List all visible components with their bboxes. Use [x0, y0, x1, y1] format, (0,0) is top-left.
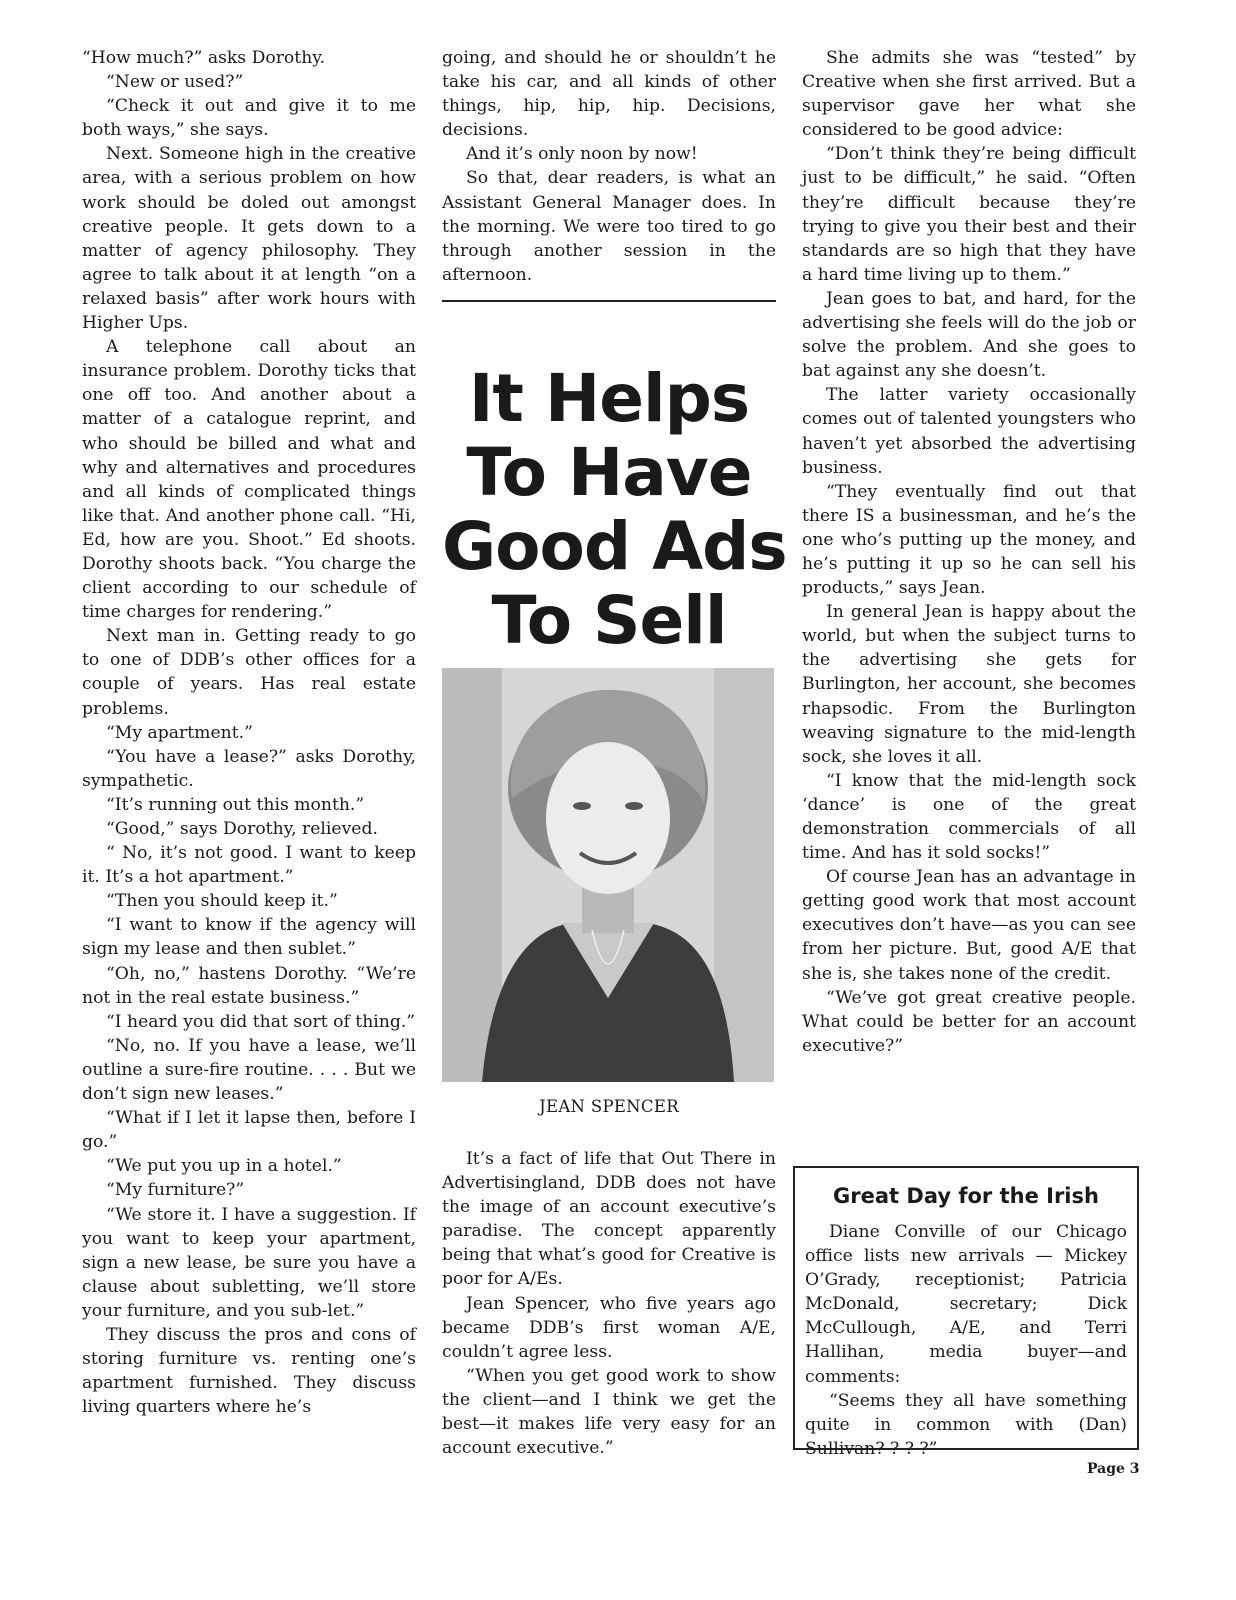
- headline-line: It Helps: [468, 360, 750, 437]
- headline-line: Good Ads: [442, 508, 787, 585]
- paragraph: “Check it out and give it to me both ways,” she says.: [82, 96, 416, 141]
- paragraph: “No, no. If you have a lease, we’ll outline a sure-fire routine. . . . But we don’t sign new leases.”: [82, 1035, 416, 1105]
- paragraph: “It’s running out this month.”: [106, 794, 365, 815]
- paragraph: “Good,” says Dorothy, relieved.: [106, 819, 378, 839]
- paragraph: “I heard you did that sort of thing.”: [106, 1011, 416, 1032]
- paragraph: “We put you up in a hotel.”: [106, 1156, 342, 1177]
- sidebar-title: Great Day for the Irish: [833, 1184, 1099, 1208]
- portrait-photo: [442, 668, 774, 1082]
- paragraph: So that, dear readers, is what an Assistant General Manager does. In the morning. We were too tired to go through another session in the afternoon.: [442, 168, 776, 285]
- paragraph: Next man in. Getting ready to go to one of DDB’s other offices for a couple of years. Has real estate problems.: [82, 626, 416, 719]
- paragraph: “ No, it’s not good. I want to keep it. It’s a hot apartment.”: [82, 843, 416, 888]
- paragraph: Next. Someone high in the creative area, with a serious problem on how work should be doled out amongst creative people. It gets down to a matter of agency philosophy. They agree to talk about it at length “on a relaxed basis” after work hours with Higher Ups.: [82, 144, 416, 334]
- article-column-right: [802, 46, 1136, 1058]
- paragraph: And it’s only noon by now!: [466, 144, 698, 165]
- paragraph: “Don’t think they’re being difficult just to be difficult,” he said. “Often they’re difficult because they’re trying to give you their best and their standards are so high that they have a hard time living up to them.”: [802, 144, 1136, 285]
- paragraph: Jean goes to bat, and hard, for the advertising she feels will do the job or solve the problem. And she goes to bat against any she doesn’t.: [802, 288, 1136, 382]
- paragraph: “I want to know if the agency will sign my lease and then sublet.”: [82, 915, 416, 960]
- paragraph: Jean Spencer, who five years ago became DDB’s first woman A/E, couldn’t agree less.: [442, 1293, 776, 1362]
- paragraph: “You have a lease?” asks Dorothy, sympathetic.: [82, 746, 416, 791]
- paragraph: “My furniture?”: [106, 1180, 245, 1201]
- paragraph: “How much?” asks Dorothy.: [82, 48, 326, 68]
- paragraph: “Then you should keep it.”: [106, 891, 338, 912]
- page-number: Page 3: [1087, 1461, 1140, 1477]
- paragraph: The latter variety occasionally comes out of talented youngsters who haven’t yet absorbed the advertising business.: [802, 385, 1136, 478]
- article-column-middle-bottom: [442, 1147, 776, 1460]
- paragraph: “My apartment.”: [106, 722, 253, 743]
- portrait-illustration: [442, 668, 774, 1082]
- headline-line: To Have: [466, 434, 752, 511]
- article-headline: [442, 360, 787, 659]
- paragraph: It’s a fact of life that Out There in Advertisingland, DDB does not have the image of an account executive’s paradise. The concept apparently being that what’s good for Creative is poor for A/Es.: [442, 1149, 776, 1290]
- paragraph: “They eventually find out that there IS a businessman, and he’s the one who’s putting up the money, and he’s putting it up so he can sell his products,” says Jean.: [802, 481, 1136, 599]
- paragraph: A telephone call about an insurance problem. Dorothy ticks that one off too. And another about a matter of a catalogue reprint, and who should be billed and what and why and alternatives and procedures and all kinds of complicated things like that. And another phone call. “Hi, Ed, how are you. Shoot.” Ed shoots. Dorothy shoots back. “You charge the client according to our schedule of time charges for rendering.”: [82, 337, 416, 623]
- paragraph: Of course Jean has an advantage in getting good work that most account executives don’t have—as you can see from her picture. But, good A/E that she is, she takes none of the credit.: [802, 867, 1136, 984]
- sidebar-box: [793, 1166, 1139, 1459]
- section-divider: [442, 300, 776, 302]
- paragraph: going, and should he or shouldn’t he take his car, and all kinds of other things, hip, hip, hip. Decisions, decisions.: [442, 48, 776, 141]
- paragraph: “Seems they all have something quite in common with (Dan) Sullivan? ? ? ?”: [805, 1390, 1127, 1459]
- paragraph: Diane Conville of our Chicago office lists new arrivals — Mickey O’Grady, receptionist; Patricia McDonald, secretary; Dick McCullough, A/E, and Terri Hallihan, media buyer—and comments:: [805, 1222, 1127, 1387]
- article-column-middle-top: [442, 46, 776, 287]
- paragraph: “When you get good work to show the client—and I think we get the best—it makes life very easy for an account executive.”: [442, 1365, 776, 1459]
- headline-line: To Sell: [491, 582, 727, 659]
- paragraph: “New or used?”: [106, 72, 244, 93]
- paragraph: “I know that the mid-length sock ‘dance’ is one of the great demonstration commercials of all time. And has it sold socks!”: [802, 770, 1136, 864]
- paragraph: “We’ve got great creative people. What could be better for an account executive?”: [802, 987, 1136, 1056]
- paragraph: She admits she was “tested” by Creative when she first arrived. But a supervisor gave her what she considered to be good advice:: [802, 48, 1136, 141]
- paragraph: “What if I let it lapse then, before I go.”: [82, 1108, 416, 1153]
- article-column-left: [82, 46, 416, 1419]
- paragraph: “We store it. I have a suggestion. If you want to keep your apartment, sign a new lease, be sure you have a clause about subletting, we’ll store your furniture, and you sub-let.”: [82, 1204, 416, 1321]
- paragraph: They discuss the pros and cons of storing furniture vs. renting one’s apartment furnished. They discuss living quarters where he’s: [82, 1324, 416, 1418]
- photo-caption: JEAN SPENCER: [539, 1097, 679, 1116]
- paragraph: “Oh, no,” hastens Dorothy. “We’re not in the real estate business.”: [82, 963, 416, 1008]
- paragraph: In general Jean is happy about the world, but when the subject turns to the advertising she gets for Burlington, her account, she becomes rhapsodic. From the Burlington weaving signature to the mid-length sock, she loves it all.: [802, 602, 1136, 767]
